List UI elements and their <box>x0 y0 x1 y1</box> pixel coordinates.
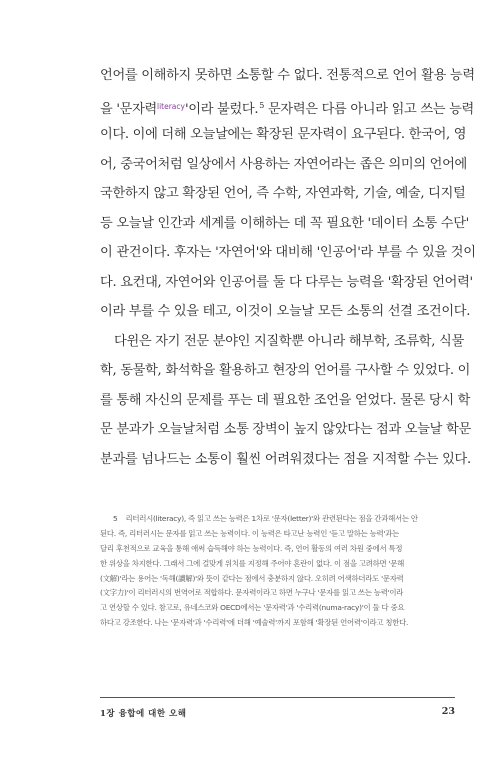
body-line: 어, 중국어처럼 일상에서 사용하는 자연어라는 좁은 의미의 언어에 <box>100 156 467 172</box>
footnote-line: 된다. 즉, 리터러시는 문자를 읽고 쓰는 능력이다. 이 능력은 타고난 능력인 '듣고 말하는 능력'과는 <box>100 528 399 538</box>
body-line: 이 관건이다. 후자는 '자연어'와 대비해 '인공어'라 부를 수 있을 것이 <box>100 245 476 260</box>
footnote-text: 리터러시(literacy), 즉 읽고 쓰는 능력은 1차로 '문자(letter)'와 관련된다는 점을 간과해서는 안 <box>125 514 418 523</box>
literacy-gloss: literacy <box>156 101 185 111</box>
body-line-with-gloss <box>100 91 474 121</box>
body-line: 이라 부를 수 있을 테고, 이것이 오늘날 모든 소통의 선결 조건이다. <box>100 304 471 319</box>
paragraph-2-line: 학, 동물학, 화석학을 활용하고 현장의 언어를 구사할 수 있었다. 이 <box>100 363 471 378</box>
paragraph-2-line: 분과를 넘나드는 소통이 훨씬 어려워졌다는 점을 지적할 수는 있다. <box>100 451 471 467</box>
body-text-fragment: '이라 불렀다. <box>184 101 259 117</box>
footnote-line: 달리 후천적으로 교육을 통해 애써 습득해야 하는 능력이다. 즉, 언어 활동의 여러 차원 중에서 특정 <box>100 543 403 553</box>
footnote-reference[interactable]: 5 <box>259 100 265 110</box>
body-line: 언어를 이해하지 못하면 소통할 수 없다. 전통적으로 언어 활용 능력 <box>100 68 475 83</box>
footnote-line: (文解)'라는 용어는 '독해(讀解)'와 뜻이 같다는 점에서 충분하지 않다. 오히려 어색하더라도 '문자력 <box>100 573 404 583</box>
body-text-fragment: 을 '문자력 <box>100 101 157 117</box>
footnote-line: 하다고 강조한다. 나는 '문자력'과 '수리력'에 더해 '예술력'까지 포함해 '확장된 언어력'이라고 칭한다. <box>100 618 409 628</box>
footnote-number: 5 <box>113 514 118 523</box>
body-line: 이다. 이에 더해 오늘날에는 확장된 문자력이 요구된다. 한국어, 영 <box>100 127 467 142</box>
footer-divider <box>100 697 455 698</box>
footnote <box>100 512 455 631</box>
running-footer-chapter: 1장 융합에 대한 오해 <box>100 709 187 719</box>
footnote-line: (文字力)'이 리터러시의 번역어로 적합하다. 문자력이라고 하면 누구나 '문자를 읽고 쓰는 능력'이라 <box>100 588 404 598</box>
paragraph-2-line: 다윈은 자기 전문 분야인 지질학뿐 아니라 해부학, 조류학, 식물 <box>114 333 464 349</box>
footnote-line: 한 위상을 차지한다. 그래서 그에 걸맞게 위치를 지정해 주어야 혼란이 없다. 이 점을 고려하면 '문해 <box>100 558 405 568</box>
body-line: 등 오늘날 인간과 세계를 이해하는 데 꼭 필요한 '데이터 소통 수단' <box>100 215 469 231</box>
body-line: 국한하지 않고 확장된 언어, 즉 수학, 자연과학, 기술, 예술, 디지털 <box>100 186 466 201</box>
paragraph-2-line: 문 분과가 오늘날처럼 소통 장벽이 높지 않았다는 점과 오늘날 학문 <box>100 422 471 437</box>
paragraph-2-line: 를 통해 자신의 문제를 푸는 데 필요한 조언을 얻었다. 물론 당시 학 <box>100 392 471 408</box>
page-number: 23 <box>441 706 455 717</box>
body-text-fragment: 문자력은 다름 아니라 읽고 쓰는 능력 <box>264 101 474 117</box>
body-line: 다. 요컨대, 자연어와 인공어를 둘 다 다루는 능력을 '확장된 언어력' <box>100 274 473 290</box>
footnote-line <box>100 512 455 527</box>
footnote-line: 고 연상할 수 있다. 참고로, 유네스코와 OECD에서는 '문자력'과 '수리력(numa-racy)'이 둘 다 중요 <box>100 603 405 613</box>
body-text <box>100 61 476 474</box>
